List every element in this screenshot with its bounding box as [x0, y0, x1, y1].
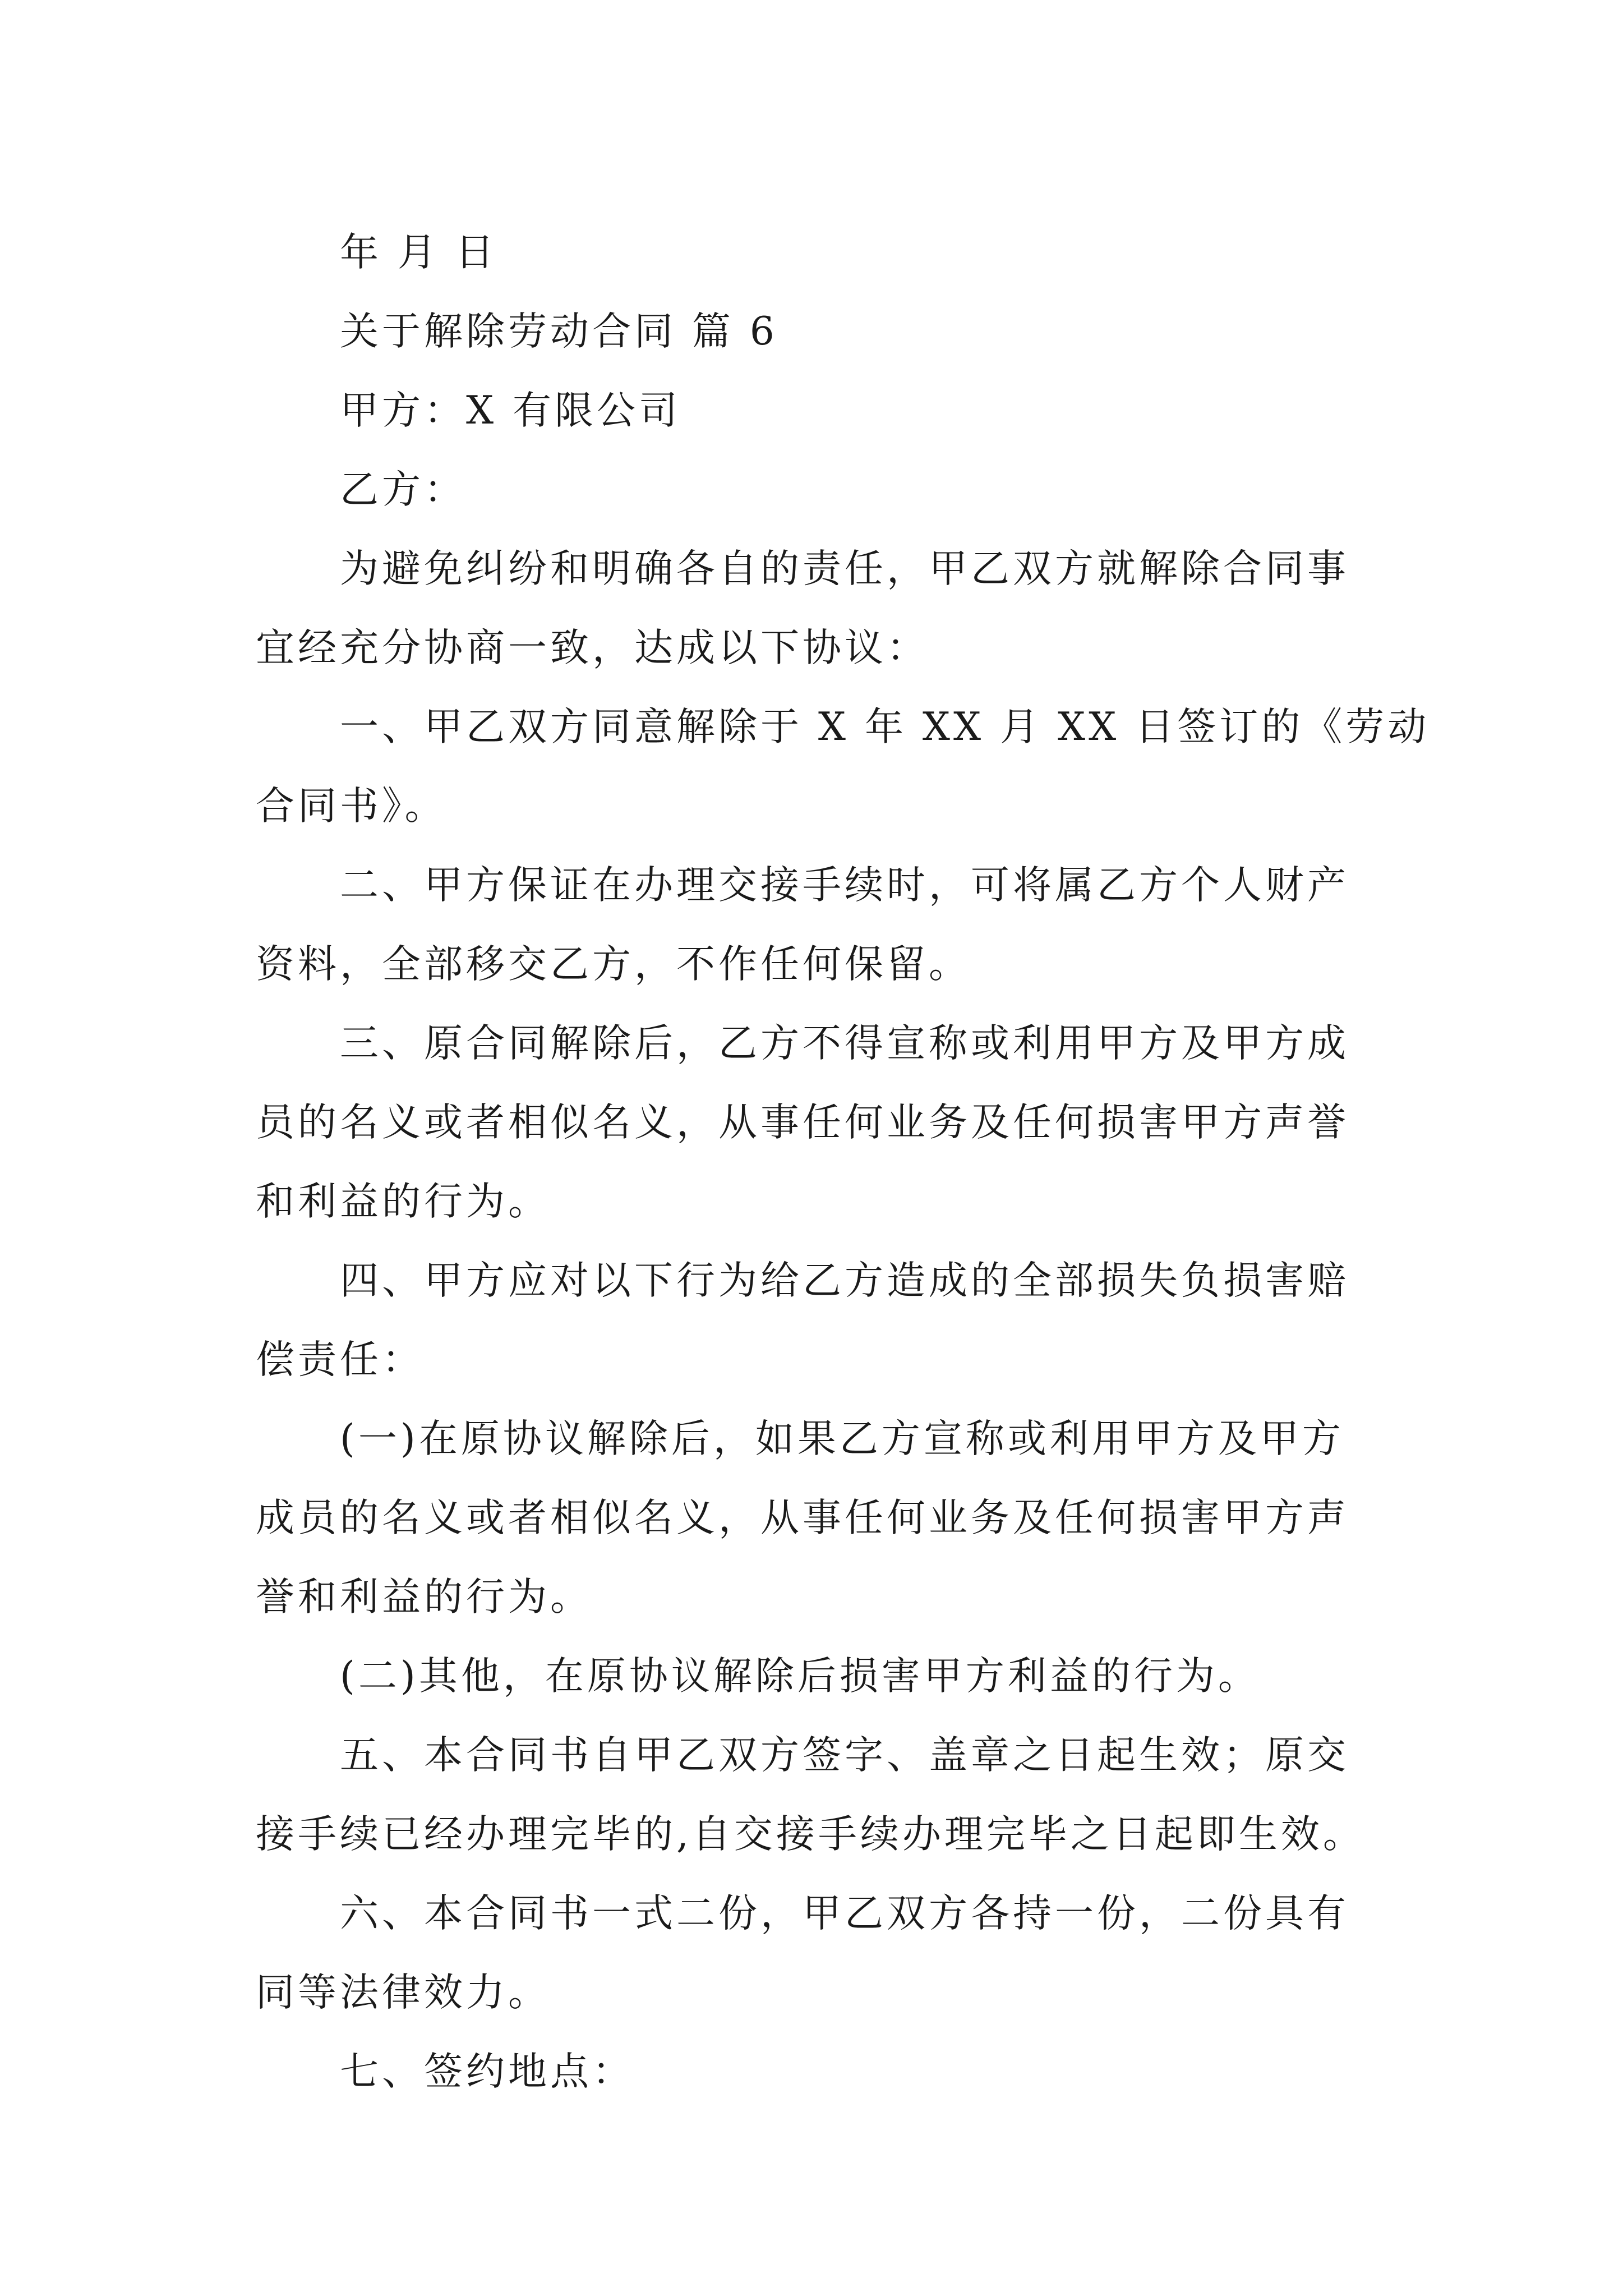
- paragraph-line: 一、甲乙双方同意解除于 X 年 XX 月 XX 日签订的《劳动: [340, 705, 1430, 749]
- clause-4: [256, 1241, 1377, 1400]
- sub-clause-2: [256, 1637, 1377, 1716]
- clause-7: [256, 2032, 1377, 2111]
- paragraph-line: 六、本合同书一式二份，甲乙双方各持一份，二份具有: [340, 1891, 1349, 1936]
- clause-1: [256, 688, 1430, 846]
- paragraph-line: (一)在原协议解除后，如果乙方宣称或利用甲方及甲方: [340, 1416, 1344, 1461]
- paragraph-line: 宜经充分协商一致，达成以下协议：: [256, 625, 929, 670]
- paragraph-line: 五、本合同书自甲乙双方签字、盖章之日起生效；原交: [340, 1733, 1349, 1778]
- paragraph-line: 成员的名义或者相似名义，从事任何业务及任何损害甲方声: [256, 1496, 1349, 1540]
- paragraph-line: 接手续已经办理完毕的,自交接手续办理完毕之日起即生效。: [256, 1812, 1365, 1857]
- paragraph-line: 员的名义或者相似名义，从事任何业务及任何损害甲方声誉: [256, 1100, 1349, 1145]
- sub-clause-1: [256, 1400, 1377, 1637]
- paragraph-line: 四、甲方应对以下行为给乙方造成的全部损失负损害赔: [340, 1258, 1349, 1303]
- paragraph-line: 和利益的行为。: [256, 1179, 550, 1224]
- party-a: 甲方：X 有限公司: [340, 388, 681, 433]
- paragraph-line: 合同书》。: [256, 784, 447, 829]
- paragraph-line: 为避免纠纷和明确各自的责任，甲乙双方就解除合同事: [340, 546, 1349, 591]
- paragraph-preamble: [256, 530, 1377, 688]
- paragraph-line: 誉和利益的行为。: [256, 1575, 592, 1619]
- clause-2: [256, 846, 1377, 1004]
- clause-6: [256, 1874, 1377, 2032]
- date-line: 年 月 日: [340, 230, 497, 275]
- clause-5: [256, 1716, 1377, 1874]
- document-body: [256, 213, 1430, 2111]
- paragraph-line: 偿责任：: [256, 1337, 424, 1382]
- paragraph-line: (二)其他，在原协议解除后损害甲方利益的行为。: [340, 1654, 1260, 1699]
- party-b: 乙方：: [340, 467, 466, 512]
- paragraph-line: 三、原合同解除后，乙方不得宣称或利用甲方及甲方成: [340, 1021, 1349, 1066]
- clause-3: [256, 1004, 1377, 1241]
- paragraph-line: 二、甲方保证在办理交接手续时，可将属乙方个人财产: [340, 863, 1349, 908]
- paragraph-line: 同等法律效力。: [256, 1970, 550, 2015]
- paragraph-line: 资料，全部移交乙方，不作任何保留。: [256, 942, 971, 987]
- paragraph-line: 七、签约地点：: [340, 2049, 634, 2094]
- document-heading: 关于解除劳动合同 篇 6: [340, 309, 778, 354]
